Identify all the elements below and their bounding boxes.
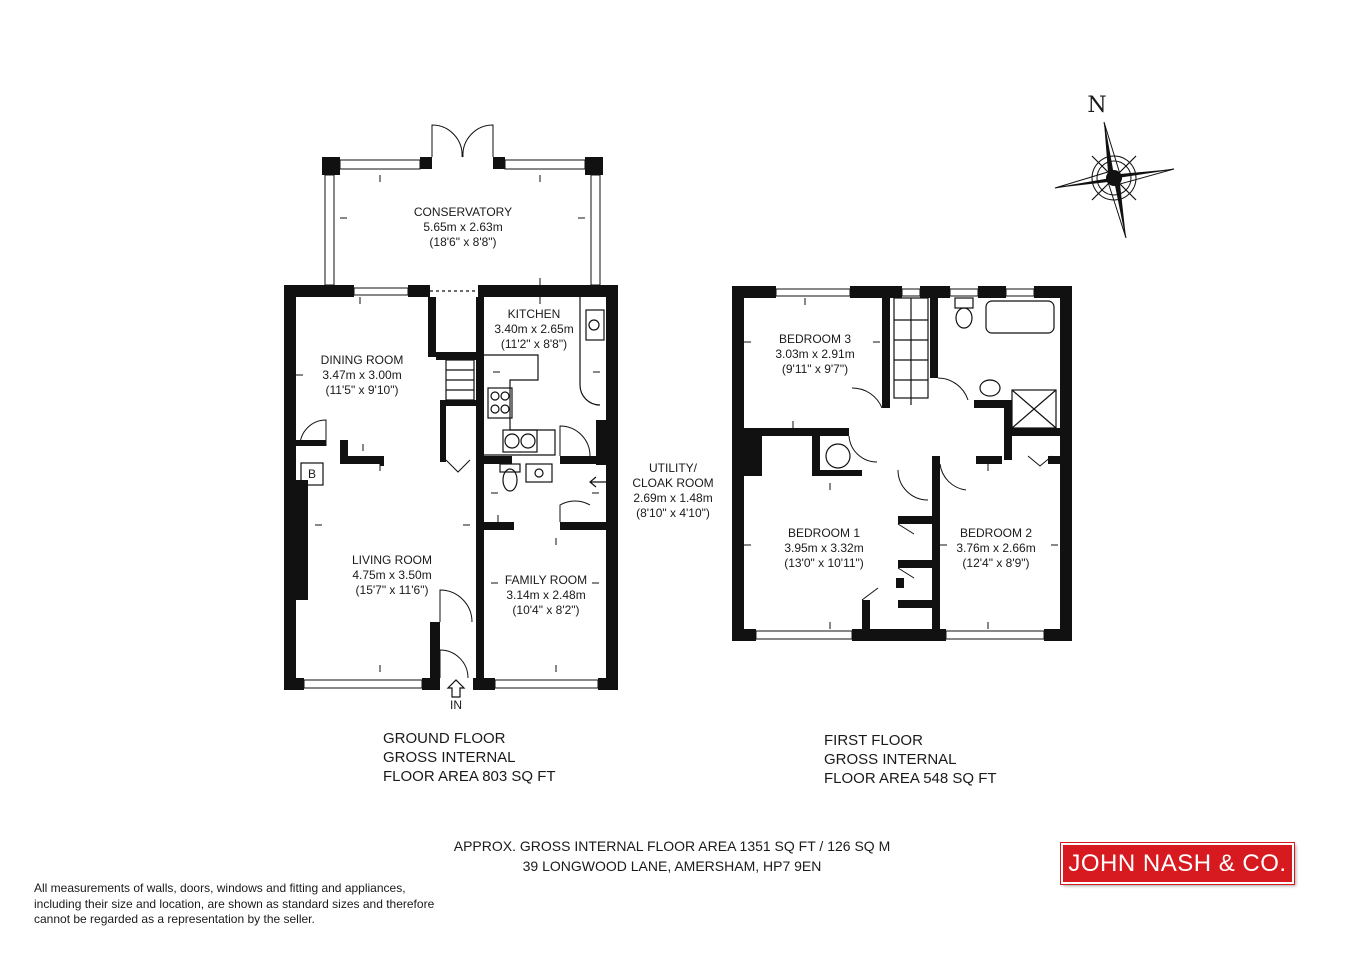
svg-text:All measurements of walls, doo: All measurements of walls, doors, windows and fitting and appliances,	[34, 881, 406, 895]
svg-text:(8'10" x 4'10"): (8'10" x 4'10")	[636, 506, 710, 520]
svg-text:(10'4" x 8'2"): (10'4" x 8'2")	[512, 603, 580, 617]
svg-text:CLOAK ROOM: CLOAK ROOM	[632, 476, 714, 490]
svg-text:(9'11" x 9'7"): (9'11" x 9'7")	[781, 362, 849, 376]
svg-text:GROSS INTERNAL: GROSS INTERNAL	[383, 749, 516, 766]
svg-text:FLOOR AREA 803 SQ FT: FLOOR AREA 803 SQ FT	[383, 768, 556, 785]
svg-text:3.47m x 3.00m: 3.47m x 3.00m	[322, 368, 402, 382]
family-room-label	[505, 573, 587, 617]
ground-floor-caption	[383, 730, 556, 785]
svg-text:3.76m x 2.66m: 3.76m x 2.66m	[956, 541, 1036, 555]
svg-text:3.03m x 2.91m: 3.03m x 2.91m	[775, 347, 855, 361]
bedroom-2-label	[956, 526, 1035, 570]
kitchen-label	[494, 307, 573, 351]
svg-text:KITCHEN: KITCHEN	[507, 307, 561, 321]
svg-text:4.75m x 3.50m: 4.75m x 3.50m	[352, 568, 432, 582]
svg-text:(13'0" x 10'11"): (13'0" x 10'11")	[784, 556, 864, 570]
agency-logo: JOHN NASH & CO.	[1061, 843, 1294, 884]
total-floor-area: APPROX. GROSS INTERNAL FLOOR AREA 1351 SQ FT / 126 SQ M	[453, 838, 891, 854]
svg-text:3.14m x 2.48m: 3.14m x 2.48m	[506, 588, 586, 602]
living-room-label	[352, 553, 432, 597]
svg-text:(12'4" x 8'9"): (12'4" x 8'9")	[962, 556, 1030, 570]
property-address: 39 LONGWOOD LANE, AMERSHAM, HP7 9EN	[522, 858, 822, 874]
first-floor-caption	[824, 732, 997, 787]
svg-text:BEDROOM 1: BEDROOM 1	[787, 526, 861, 540]
svg-text:(18'6" x 8'8"): (18'6" x 8'8")	[429, 235, 497, 249]
bedroom-1-label	[784, 526, 864, 570]
svg-text:5.65m x 2.63m: 5.65m x 2.63m	[423, 220, 503, 234]
compass-rose-icon	[1055, 93, 1174, 238]
svg-text:(11'5" x 9'10"): (11'5" x 9'10")	[325, 383, 399, 397]
disclaimer	[34, 881, 435, 926]
svg-text:DINING ROOM: DINING ROOM	[320, 353, 404, 367]
entrance-arrow	[448, 680, 464, 697]
bedroom-3-label	[775, 332, 854, 376]
conservatory-label	[414, 205, 512, 249]
svg-text:including their size and locat: including their size and location, are shown as standard sizes and therefore	[34, 897, 435, 911]
svg-text:BEDROOM 3: BEDROOM 3	[778, 332, 852, 346]
svg-text:3.95m x 3.32m: 3.95m x 3.32m	[784, 541, 864, 555]
svg-text:FIRST FLOOR: FIRST FLOOR	[824, 732, 923, 749]
boiler-label: B	[307, 467, 317, 481]
svg-text:(15'7" x 11'6"): (15'7" x 11'6")	[355, 583, 429, 597]
svg-text:UTILITY/: UTILITY/	[648, 461, 698, 475]
svg-text:FAMILY ROOM: FAMILY ROOM	[504, 573, 588, 587]
utility-cloak-room-label	[632, 461, 713, 520]
svg-text:LIVING ROOM: LIVING ROOM	[351, 553, 433, 567]
svg-text:GROSS INTERNAL: GROSS INTERNAL	[824, 751, 957, 768]
svg-text:FLOOR AREA 548 SQ FT: FLOOR AREA 548 SQ FT	[824, 770, 997, 787]
svg-text:(11'2" x 8'8"): (11'2" x 8'8")	[500, 337, 568, 351]
north-label: N	[1087, 93, 1107, 118]
svg-text:BEDROOM 2: BEDROOM 2	[959, 526, 1033, 540]
ground-floor-outer-walls	[284, 285, 618, 690]
svg-text:cannot be regarded as a repres: cannot be regarded as a representation by the seller.	[34, 912, 315, 926]
svg-text:GROUND FLOOR: GROUND FLOOR	[383, 730, 506, 747]
svg-text:2.69m x 1.48m: 2.69m x 1.48m	[633, 491, 713, 505]
svg-text:CONSERVATORY: CONSERVATORY	[413, 205, 513, 219]
dining-room-label	[321, 353, 404, 397]
svg-text:3.40m x 2.65m: 3.40m x 2.65m	[494, 322, 574, 336]
entrance-label: IN	[450, 698, 462, 712]
